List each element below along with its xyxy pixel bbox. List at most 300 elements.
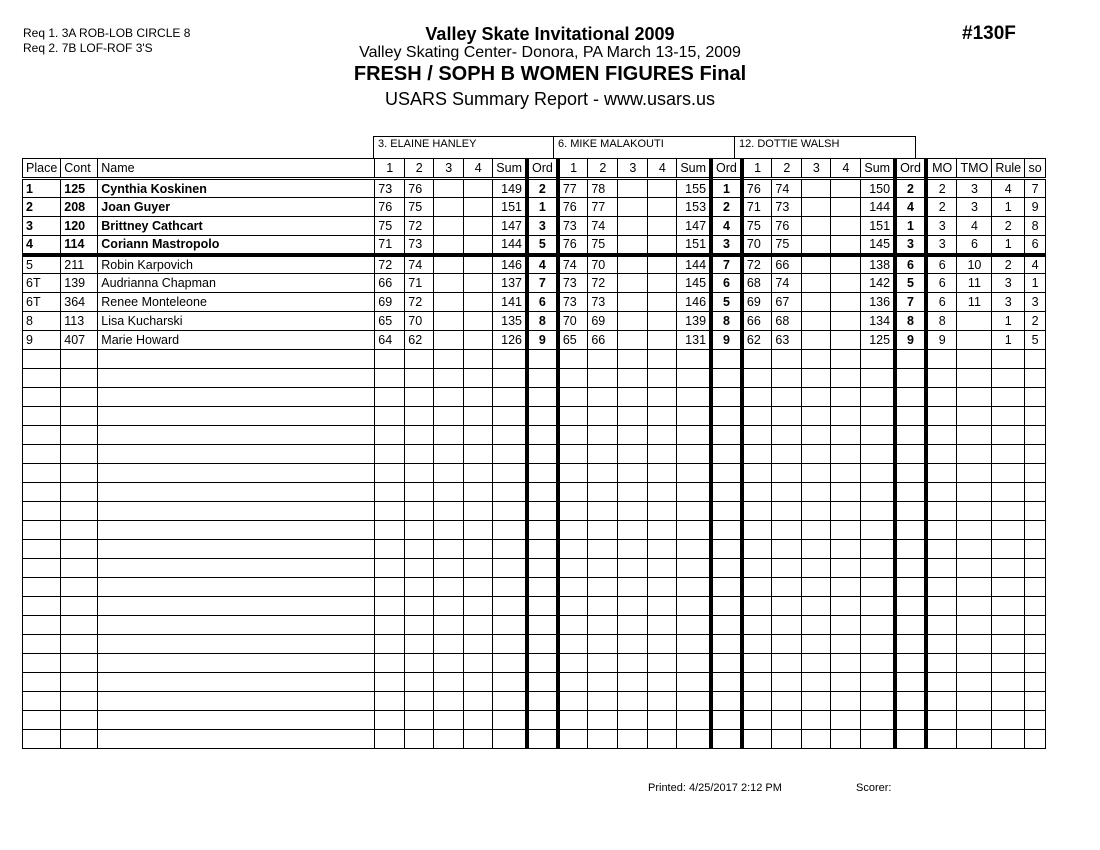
empty-cell	[1025, 730, 1046, 749]
mo-cell: 2	[926, 198, 957, 217]
score-cell	[464, 179, 493, 198]
empty-cell	[926, 350, 957, 369]
sum-cell: 146	[493, 255, 527, 274]
score-cell: 75	[772, 236, 802, 255]
empty-cell	[405, 654, 434, 673]
empty-cell	[588, 578, 618, 597]
tmo-cell: 11	[957, 293, 992, 312]
empty-cell	[464, 426, 493, 445]
empty-cell	[831, 369, 861, 388]
empty-cell	[895, 502, 926, 521]
score-cell	[802, 217, 831, 236]
empty-cell	[895, 426, 926, 445]
score-cell	[618, 236, 648, 255]
score-cell: 72	[588, 274, 618, 293]
empty-cell	[926, 654, 957, 673]
score-cell	[464, 331, 493, 350]
empty-cell	[831, 597, 861, 616]
rule-cell: 1	[992, 198, 1025, 217]
empty-cell	[895, 654, 926, 673]
ordinal-cell: 8	[711, 312, 742, 331]
score-cell	[464, 217, 493, 236]
empty-cell	[23, 654, 61, 673]
empty-cell	[711, 369, 742, 388]
empty-cell	[98, 350, 375, 369]
empty-cell	[957, 502, 992, 521]
empty-cell	[742, 673, 772, 692]
score-cell: 76	[375, 198, 405, 217]
ordinal-cell: 8	[895, 312, 926, 331]
score-cell: 72	[405, 217, 434, 236]
empty-cell	[926, 483, 957, 502]
empty-cell	[648, 445, 677, 464]
score-cell: 72	[375, 255, 405, 274]
empty-cell	[527, 426, 558, 445]
score-cell	[648, 179, 677, 198]
empty-cell	[711, 521, 742, 540]
empty-cell	[992, 730, 1025, 749]
sum-cell: 153	[677, 198, 711, 217]
score-cell	[802, 255, 831, 274]
empty-cell	[992, 711, 1025, 730]
empty-cell	[992, 426, 1025, 445]
mo-cell: 3	[926, 236, 957, 255]
empty-cell	[405, 445, 434, 464]
sum-cell: 146	[677, 293, 711, 312]
score-cell	[802, 312, 831, 331]
empty-cell	[464, 369, 493, 388]
empty-cell	[772, 635, 802, 654]
empty-cell	[558, 407, 588, 426]
empty-cell	[98, 540, 375, 559]
empty-row	[23, 616, 1046, 635]
score-cell: 73	[558, 274, 588, 293]
empty-cell	[405, 426, 434, 445]
empty-cell	[493, 673, 527, 692]
empty-cell	[648, 540, 677, 559]
empty-cell	[957, 597, 992, 616]
empty-cell	[558, 502, 588, 521]
empty-cell	[23, 559, 61, 578]
empty-cell	[493, 426, 527, 445]
empty-cell	[375, 350, 405, 369]
judge-header-3: 12. DOTTIE WALSH	[734, 136, 916, 158]
empty-cell	[992, 521, 1025, 540]
empty-cell	[61, 502, 98, 521]
empty-row	[23, 597, 1046, 616]
col-j2-ord: Ord	[711, 159, 742, 179]
empty-cell	[895, 711, 926, 730]
empty-cell	[527, 407, 558, 426]
empty-cell	[618, 578, 648, 597]
score-cell	[618, 274, 648, 293]
place-cell: 9	[23, 331, 61, 350]
empty-cell	[772, 711, 802, 730]
empty-cell	[1025, 388, 1046, 407]
empty-cell	[1025, 578, 1046, 597]
empty-cell	[1025, 445, 1046, 464]
score-cell: 69	[375, 293, 405, 312]
empty-cell	[434, 407, 464, 426]
empty-cell	[677, 711, 711, 730]
empty-cell	[711, 350, 742, 369]
empty-cell	[61, 369, 98, 388]
empty-cell	[618, 540, 648, 559]
col-cont: Cont	[61, 159, 98, 179]
empty-cell	[802, 483, 831, 502]
empty-cell	[464, 445, 493, 464]
empty-cell	[677, 407, 711, 426]
col-j3-ord: Ord	[895, 159, 926, 179]
empty-cell	[957, 635, 992, 654]
empty-cell	[677, 369, 711, 388]
empty-cell	[711, 692, 742, 711]
empty-cell	[434, 369, 464, 388]
empty-cell	[588, 711, 618, 730]
score-cell: 73	[375, 179, 405, 198]
empty-cell	[1025, 464, 1046, 483]
empty-cell	[802, 369, 831, 388]
empty-cell	[558, 692, 588, 711]
ordinal-cell: 9	[895, 331, 926, 350]
score-cell: 76	[405, 179, 434, 198]
tmo-cell: 11	[957, 274, 992, 293]
empty-cell	[527, 350, 558, 369]
empty-cell	[434, 730, 464, 749]
empty-cell	[375, 616, 405, 635]
empty-cell	[895, 445, 926, 464]
empty-cell	[1025, 350, 1046, 369]
tmo-cell	[957, 331, 992, 350]
empty-cell	[861, 350, 895, 369]
empty-cell	[61, 654, 98, 673]
empty-cell	[831, 673, 861, 692]
score-cell	[831, 255, 861, 274]
empty-cell	[527, 369, 558, 388]
empty-cell	[772, 426, 802, 445]
empty-cell	[493, 407, 527, 426]
empty-cell	[588, 597, 618, 616]
empty-cell	[677, 673, 711, 692]
col-j3-fig1: 1	[742, 159, 772, 179]
col-j3-fig3: 3	[802, 159, 831, 179]
empty-cell	[677, 654, 711, 673]
empty-row	[23, 692, 1046, 711]
ordinal-cell: 4	[527, 255, 558, 274]
empty-cell	[772, 616, 802, 635]
empty-cell	[648, 616, 677, 635]
empty-cell	[61, 388, 98, 407]
sum-cell: 155	[677, 179, 711, 198]
empty-cell	[992, 540, 1025, 559]
score-cell: 77	[558, 179, 588, 198]
empty-cell	[1025, 654, 1046, 673]
empty-cell	[861, 635, 895, 654]
empty-cell	[588, 673, 618, 692]
score-cell: 75	[588, 236, 618, 255]
col-j2-fig1: 1	[558, 159, 588, 179]
place-cell: 6T	[23, 293, 61, 312]
empty-cell	[493, 369, 527, 388]
empty-cell	[895, 369, 926, 388]
sum-cell: 147	[493, 217, 527, 236]
empty-cell	[677, 521, 711, 540]
empty-cell	[772, 673, 802, 692]
empty-cell	[1025, 692, 1046, 711]
empty-cell	[375, 692, 405, 711]
empty-cell	[831, 445, 861, 464]
empty-cell	[957, 483, 992, 502]
mo-cell: 6	[926, 293, 957, 312]
name-cell: Audrianna Chapman	[98, 274, 375, 293]
score-cell	[434, 255, 464, 274]
sum-cell: 151	[677, 236, 711, 255]
empty-cell	[831, 540, 861, 559]
ordinal-cell: 9	[527, 331, 558, 350]
empty-cell	[464, 730, 493, 749]
empty-cell	[742, 407, 772, 426]
col-rule: Rule	[992, 159, 1025, 179]
score-cell	[831, 198, 861, 217]
empty-cell	[861, 540, 895, 559]
cont-cell: 114	[61, 236, 98, 255]
table-row	[23, 331, 1046, 350]
empty-cell	[527, 673, 558, 692]
empty-cell	[648, 388, 677, 407]
empty-cell	[375, 521, 405, 540]
ordinal-cell: 7	[895, 293, 926, 312]
empty-cell	[677, 483, 711, 502]
empty-cell	[742, 369, 772, 388]
empty-cell	[434, 445, 464, 464]
empty-cell	[434, 502, 464, 521]
empty-cell	[1025, 597, 1046, 616]
empty-cell	[588, 540, 618, 559]
empty-row	[23, 369, 1046, 388]
empty-cell	[527, 654, 558, 673]
empty-cell	[1025, 711, 1046, 730]
col-j3-sum: Sum	[861, 159, 895, 179]
empty-row	[23, 445, 1046, 464]
score-cell	[434, 331, 464, 350]
ordinal-cell: 5	[527, 236, 558, 255]
empty-cell	[464, 635, 493, 654]
empty-cell	[618, 388, 648, 407]
empty-cell	[895, 388, 926, 407]
score-cell	[434, 179, 464, 198]
sum-cell: 138	[861, 255, 895, 274]
empty-row	[23, 654, 1046, 673]
empty-cell	[1025, 407, 1046, 426]
empty-cell	[861, 559, 895, 578]
empty-cell	[405, 388, 434, 407]
empty-cell	[61, 350, 98, 369]
empty-cell	[588, 445, 618, 464]
empty-cell	[711, 464, 742, 483]
empty-cell	[742, 464, 772, 483]
empty-cell	[895, 692, 926, 711]
empty-cell	[677, 502, 711, 521]
empty-cell	[831, 654, 861, 673]
empty-cell	[742, 521, 772, 540]
tmo-cell: 3	[957, 179, 992, 198]
empty-cell	[895, 483, 926, 502]
col-place: Place	[23, 159, 61, 179]
score-cell	[802, 331, 831, 350]
name-cell: Cynthia Koskinen	[98, 179, 375, 198]
event-number: #130F	[962, 23, 1016, 44]
empty-cell	[61, 597, 98, 616]
empty-cell	[375, 483, 405, 502]
empty-cell	[588, 502, 618, 521]
ordinal-cell: 2	[711, 198, 742, 217]
empty-cell	[1025, 559, 1046, 578]
empty-cell	[802, 350, 831, 369]
ordinal-cell: 6	[527, 293, 558, 312]
rule-cell: 1	[992, 236, 1025, 255]
venue-date: Valley Skating Center- Donora, PA March 13-15, 2009	[359, 44, 741, 61]
empty-cell	[926, 426, 957, 445]
empty-cell	[742, 502, 772, 521]
score-cell	[464, 274, 493, 293]
empty-cell	[98, 521, 375, 540]
sum-cell: 125	[861, 331, 895, 350]
empty-cell	[677, 578, 711, 597]
empty-cell	[895, 464, 926, 483]
empty-cell	[98, 711, 375, 730]
empty-cell	[742, 597, 772, 616]
empty-cell	[588, 369, 618, 388]
empty-cell	[23, 483, 61, 502]
empty-cell	[742, 654, 772, 673]
empty-cell	[61, 540, 98, 559]
empty-cell	[434, 616, 464, 635]
empty-cell	[434, 559, 464, 578]
empty-cell	[618, 597, 648, 616]
empty-cell	[588, 521, 618, 540]
ordinal-cell: 3	[711, 236, 742, 255]
empty-cell	[98, 654, 375, 673]
empty-cell	[711, 730, 742, 749]
empty-cell	[957, 559, 992, 578]
score-cell: 75	[375, 217, 405, 236]
score-cell: 72	[405, 293, 434, 312]
score-cell	[464, 255, 493, 274]
empty-cell	[98, 369, 375, 388]
col-mo: MO	[926, 159, 957, 179]
empty-cell	[742, 635, 772, 654]
score-cell: 71	[375, 236, 405, 255]
ordinal-cell: 1	[895, 217, 926, 236]
empty-cell	[802, 426, 831, 445]
cont-cell: 208	[61, 198, 98, 217]
empty-cell	[677, 540, 711, 559]
empty-cell	[434, 673, 464, 692]
empty-cell	[405, 673, 434, 692]
empty-cell	[618, 521, 648, 540]
so-cell: 3	[1025, 293, 1046, 312]
empty-row	[23, 464, 1046, 483]
empty-cell	[527, 597, 558, 616]
empty-cell	[61, 464, 98, 483]
score-cell: 74	[405, 255, 434, 274]
score-cell	[831, 236, 861, 255]
empty-cell	[558, 445, 588, 464]
table-row	[23, 217, 1046, 236]
report-title: USARS Summary Report - www.usars.us	[384, 89, 716, 109]
empty-cell	[527, 521, 558, 540]
empty-cell	[375, 407, 405, 426]
empty-cell	[895, 540, 926, 559]
ordinal-cell: 3	[527, 217, 558, 236]
empty-cell	[861, 445, 895, 464]
empty-cell	[405, 407, 434, 426]
empty-cell	[464, 711, 493, 730]
empty-cell	[711, 673, 742, 692]
empty-cell	[405, 578, 434, 597]
empty-cell	[772, 578, 802, 597]
results-table	[22, 158, 1046, 749]
requirement-1: Req 1. 3A ROB-LOB CIRCLE 8	[23, 26, 191, 40]
empty-cell	[98, 407, 375, 426]
empty-cell	[711, 711, 742, 730]
empty-cell	[464, 483, 493, 502]
score-cell: 66	[375, 274, 405, 293]
score-cell: 62	[405, 331, 434, 350]
name-cell: Lisa Kucharski	[98, 312, 375, 331]
empty-cell	[772, 502, 802, 521]
empty-cell	[711, 654, 742, 673]
cont-cell: 407	[61, 331, 98, 350]
cont-cell: 364	[61, 293, 98, 312]
empty-cell	[493, 654, 527, 673]
empty-row	[23, 540, 1046, 559]
empty-cell	[742, 483, 772, 502]
empty-cell	[992, 407, 1025, 426]
score-cell: 74	[772, 179, 802, 198]
empty-cell	[742, 616, 772, 635]
score-cell: 66	[772, 255, 802, 274]
empty-cell	[375, 502, 405, 521]
col-j1-ord: Ord	[527, 159, 558, 179]
empty-cell	[772, 369, 802, 388]
empty-cell	[648, 654, 677, 673]
empty-cell	[23, 711, 61, 730]
col-j3-fig2: 2	[772, 159, 802, 179]
empty-cell	[23, 730, 61, 749]
empty-cell	[802, 597, 831, 616]
rule-cell: 1	[992, 331, 1025, 350]
empty-cell	[618, 730, 648, 749]
empty-cell	[895, 521, 926, 540]
empty-cell	[742, 559, 772, 578]
empty-cell	[861, 388, 895, 407]
empty-cell	[375, 540, 405, 559]
score-cell	[802, 274, 831, 293]
empty-cell	[434, 426, 464, 445]
empty-cell	[98, 464, 375, 483]
empty-cell	[588, 426, 618, 445]
empty-cell	[861, 654, 895, 673]
empty-cell	[677, 730, 711, 749]
empty-cell	[711, 445, 742, 464]
score-cell	[464, 293, 493, 312]
empty-cell	[648, 730, 677, 749]
score-cell	[831, 312, 861, 331]
name-cell: Renee Monteleone	[98, 293, 375, 312]
score-cell: 71	[405, 274, 434, 293]
empty-cell	[405, 540, 434, 559]
